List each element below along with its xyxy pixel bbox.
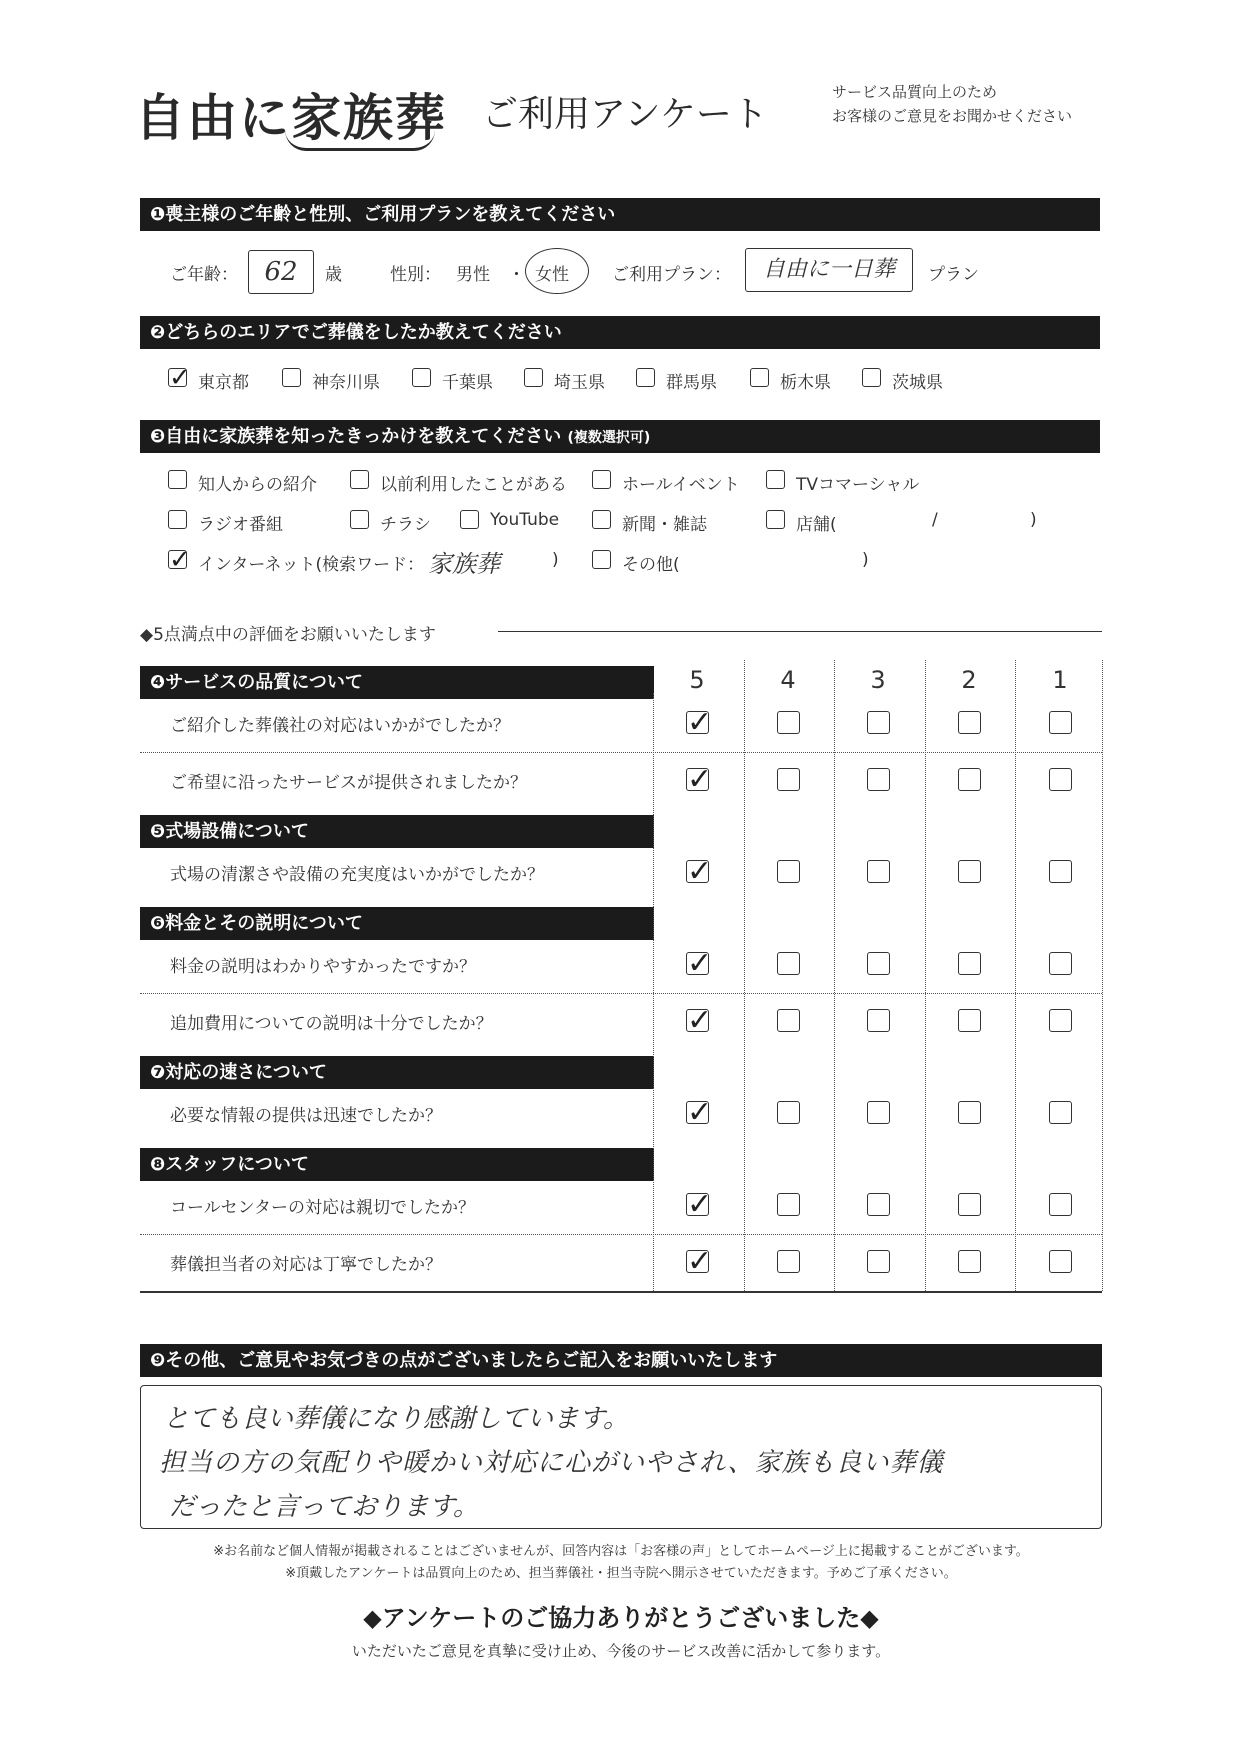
source-label-internet: インターネット(検索ワード： (198, 555, 425, 575)
source-store-close: ) (1030, 510, 1037, 530)
rating-checkbox-score-1[interactable] (1049, 1009, 1072, 1032)
header-note-line2: お客様のご意見をお聞かせください (832, 107, 1073, 125)
rating-checkbox-score-2[interactable] (958, 860, 981, 883)
rating-column-header: 5 (689, 666, 705, 694)
rating-row-divider (140, 993, 1102, 994)
rating-column-header: 2 (961, 666, 977, 694)
area-label-gunma: 群馬県 (666, 373, 717, 393)
source-label-previous: 以前利用したことがある (380, 475, 567, 495)
rating-column-divider (834, 660, 835, 1291)
rating-check-mark: ✓ (687, 1003, 713, 1038)
source-label-news: 新聞・雑誌 (622, 515, 707, 535)
section-bar-q9: ❾その他、ご意見やお気づきの点がございましたらご記入をお願いいたします (140, 1344, 1102, 1377)
rating-checkbox-score-3[interactable] (867, 952, 890, 975)
rating-checkbox-score-1[interactable] (1049, 952, 1072, 975)
source-label-radio: ラジオ番組 (198, 515, 283, 535)
rating-checkbox-score-3[interactable] (867, 1193, 890, 1216)
rating-checkbox-score-5[interactable] (686, 1244, 713, 1279)
rating-checkbox-score-5[interactable] (686, 1003, 713, 1038)
rating-question: 追加費用についての説明は十分でしたか？ (170, 1014, 493, 1034)
comment-box[interactable] (140, 1385, 1102, 1529)
rating-check-mark: ✓ (687, 762, 713, 797)
rating-checkbox-score-3[interactable] (867, 711, 890, 734)
rating-checkbox-score-3[interactable] (867, 768, 890, 791)
section-bar-q2: ❷どちらのエリアでご葬儀をしたか教えてください (140, 316, 1100, 349)
source-label-store: 店舗( (796, 515, 837, 535)
section-bar-rating: ❹サービスの品質について (140, 666, 654, 699)
source-check-mark-internet: ✓ (169, 545, 191, 575)
rating-column-divider (925, 660, 926, 1291)
source-label-hall: ホールイベント (622, 475, 740, 495)
rating-checkbox-score-5[interactable] (686, 705, 713, 740)
source-label-referral: 知人からの紹介 (198, 475, 317, 495)
comment-line3: だったと言っております。 (169, 1492, 479, 1522)
rating-checkbox-score-1[interactable] (1049, 860, 1072, 883)
rating-column-divider (744, 660, 745, 1291)
rating-checkbox-score-5[interactable] (686, 762, 713, 797)
source-label-tvcm: TVコマーシャル (796, 475, 920, 495)
source-label-youtube: YouTube (490, 510, 560, 530)
rating-checkbox-score-1[interactable] (1049, 768, 1072, 791)
plan-label: ご利用プラン： (612, 265, 731, 285)
rating-column-divider (653, 693, 654, 1291)
rating-intro: ◆5点満点中の評価をお願いいたします (140, 625, 436, 645)
header-note-line1: サービス品質向上のため (832, 83, 998, 101)
age-label: ご年齢： (170, 265, 238, 285)
section-bar-rating: ❺式場設備について (140, 815, 654, 848)
closing-message: いただいたご意見を真摯に受け止め、今後のサービス改善に活かして参ります。 (351, 1642, 891, 1660)
source-other-close: ) (862, 550, 869, 570)
rating-checkbox-score-2[interactable] (958, 1250, 981, 1273)
rating-question: コールセンターの対応は親切でしたか？ (170, 1198, 475, 1218)
section-bar-q3-title: ❸自由に家族葬を知ったきっかけを教えてください (150, 426, 562, 447)
rating-checkbox-score-4[interactable] (777, 860, 800, 883)
rating-checkbox-score-4[interactable] (777, 711, 800, 734)
sex-male-option[interactable]: 男性 (456, 265, 490, 285)
rating-checkbox-score-4[interactable] (777, 952, 800, 975)
rating-checkbox-score-2[interactable] (958, 1193, 981, 1216)
rating-checkbox-score-5[interactable] (686, 946, 713, 981)
plan-value: 自由に一日葬 (762, 257, 895, 282)
section-bar-rating: ❽スタッフについて (140, 1148, 654, 1181)
section-bar-q1: ❶喪主様のご年齢と性別、ご利用プランを教えてください (140, 198, 1100, 231)
rating-checkbox-score-2[interactable] (958, 768, 981, 791)
rating-checkbox-score-5[interactable] (686, 854, 713, 889)
rating-column-header: 1 (1052, 666, 1068, 694)
rating-checkbox-score-1[interactable] (1049, 1193, 1072, 1216)
sex-label: 性別： (390, 265, 441, 285)
rating-checkbox-score-1[interactable] (1049, 1250, 1072, 1273)
rating-checkbox-score-2[interactable] (958, 1009, 981, 1032)
age-value: 62 (264, 257, 298, 287)
area-label-tokyo: 東京都 (198, 373, 249, 393)
rating-checkbox-score-4[interactable] (777, 768, 800, 791)
rating-checkbox-score-4[interactable] (777, 1250, 800, 1273)
rating-checkbox-score-5[interactable] (686, 1187, 713, 1222)
area-label-chiba: 千葉県 (442, 373, 493, 393)
comment-line2: 担当の方の気配りや暖かい対応に心がいやされ、家族も良い葬儀 (159, 1448, 944, 1478)
rating-question: ご紹介した葬儀社の対応はいかがでしたか？ (170, 716, 510, 736)
rating-question: 必要な情報の提供は迅速でしたか？ (170, 1106, 442, 1126)
sex-female-option[interactable]: 女性 (535, 265, 569, 285)
rating-check-mark: ✓ (687, 1244, 713, 1279)
comment-line1: とても良い葬儀になり感謝しています。 (163, 1404, 629, 1434)
rating-column-divider (1102, 660, 1103, 1291)
rating-checkbox-score-2[interactable] (958, 952, 981, 975)
footer-note-privacy: ※お名前など個人情報が掲載されることはございませんが、回答内容は「お客様の声」としてホームページ上に掲載することがございます。 (213, 1544, 1029, 1559)
rating-checkbox-score-5[interactable] (686, 1095, 713, 1130)
source-internet-close: ) (552, 550, 559, 570)
area-label-tochigi: 栃木県 (780, 373, 831, 393)
rating-check-mark: ✓ (687, 1187, 713, 1222)
rating-question: 葬儀担当者の対応は丁寧でしたか？ (170, 1255, 442, 1275)
rating-check-mark: ✓ (687, 946, 713, 981)
rating-checkbox-score-3[interactable] (867, 1101, 890, 1124)
area-check-mark-tokyo: ✓ (169, 363, 191, 393)
section-bar-q3-sub: (複数選択可) (567, 430, 651, 446)
rating-row-divider (140, 1234, 1102, 1235)
rating-question: 式場の清潔さや設備の充実度はいかがでしたか？ (170, 865, 544, 885)
area-label-kanagawa: 神奈川県 (312, 373, 380, 393)
internet-search-word: 家族葬 (428, 550, 500, 578)
rating-check-mark: ✓ (687, 705, 713, 740)
rating-checkbox-score-2[interactable] (958, 711, 981, 734)
rating-checkbox-score-3[interactable] (867, 860, 890, 883)
sex-separator: ・ (508, 265, 525, 285)
source-label-other: その他( (622, 555, 680, 575)
rating-checkbox-score-1[interactable] (1049, 1101, 1072, 1124)
rating-column-divider (1015, 660, 1016, 1291)
rating-question: 料金の説明はわかりやすかったですか？ (170, 957, 476, 977)
footer-note-disclosure: ※頂戴したアンケートは品質向上のため、担当葬儀社・担当寺院へ開示させていただきます。予めご了承ください。 (285, 1566, 957, 1581)
source-store-slash: / (932, 510, 938, 530)
area-label-ibaraki: 茨城県 (892, 373, 943, 393)
logo: 自由に家族葬 (135, 89, 447, 147)
section-bar-rating: ❼対応の速さについて (140, 1056, 654, 1089)
section-bar-rating: ❻料金とその説明について (140, 907, 654, 940)
rating-check-mark: ✓ (687, 1095, 713, 1130)
rating-checkbox-score-4[interactable] (777, 1009, 800, 1032)
area-label-saitama: 埼玉県 (554, 373, 605, 393)
rating-checkbox-score-3[interactable] (867, 1250, 890, 1273)
rating-column-header: 3 (870, 666, 886, 694)
rating-checkbox-score-4[interactable] (777, 1101, 800, 1124)
rating-question: ご希望に沿ったサービスが提供されましたか？ (170, 773, 527, 793)
rating-row-divider (140, 752, 1102, 753)
rating-checkbox-score-3[interactable] (867, 1009, 890, 1032)
rating-checkbox-score-4[interactable] (777, 1193, 800, 1216)
rating-bottom-rule (140, 1291, 1102, 1293)
age-unit: 歳 (325, 265, 342, 285)
rating-checkbox-score-1[interactable] (1049, 711, 1072, 734)
source-label-flyer: チラシ (380, 515, 431, 535)
plan-suffix: プラン (928, 265, 979, 285)
rating-checkbox-score-2[interactable] (958, 1101, 981, 1124)
rating-check-mark: ✓ (687, 854, 713, 889)
rating-column-header: 4 (780, 666, 796, 694)
thanks-heading: ◆アンケートのご協力ありがとうございました◆ (363, 1604, 879, 1632)
page-title: ご利用アンケート (482, 94, 768, 135)
